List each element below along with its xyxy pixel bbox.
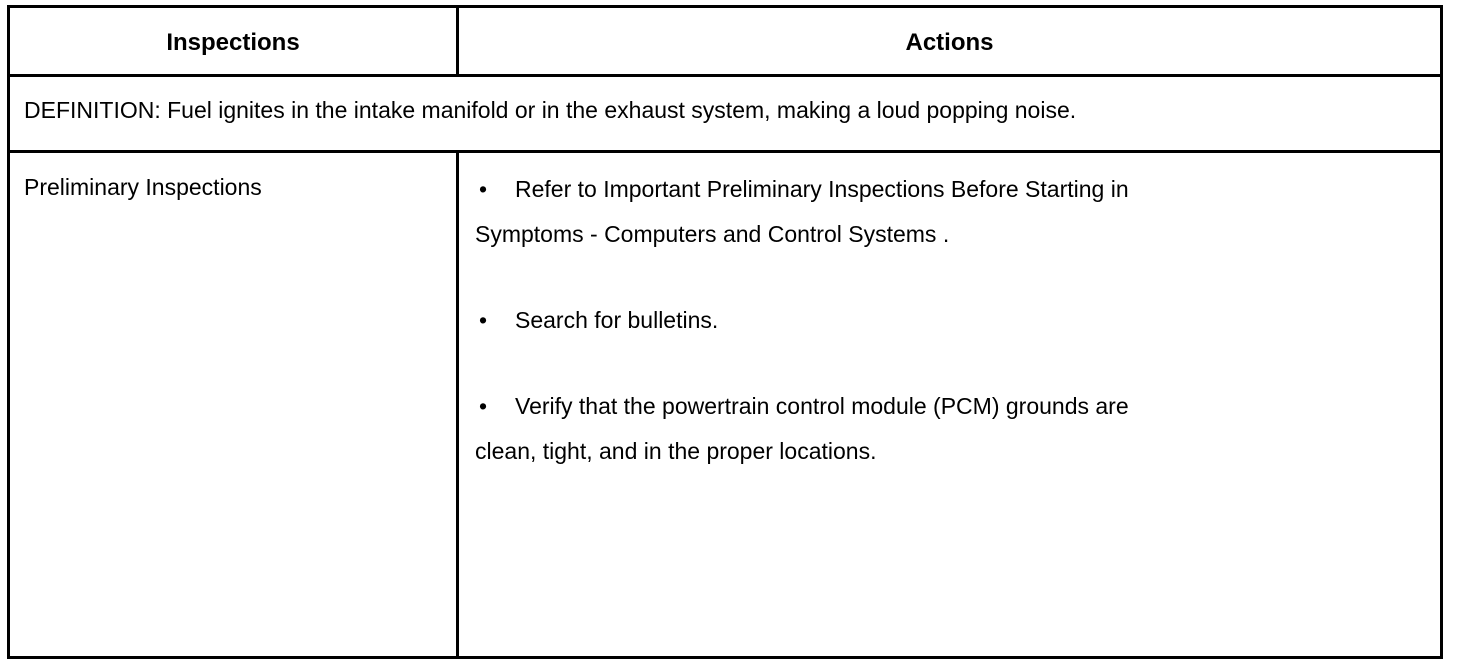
action-item-preliminary (475, 167, 1129, 257)
row-column-divider (456, 150, 459, 656)
action-line (475, 167, 1129, 212)
action-text: Search for bulletins. (515, 307, 719, 333)
bullet-icon: • (479, 393, 488, 419)
action-line (475, 384, 1129, 429)
action-line: Symptoms - Computers and Control Systems . (475, 221, 950, 247)
bullet-icon: • (479, 176, 488, 202)
header-inspections: Inspections (166, 28, 300, 56)
definition-divider (10, 150, 1440, 153)
action-line (475, 298, 718, 343)
action-text: Verify that the powertrain control module (PCM) grounds are (515, 393, 1129, 419)
inspection-table (7, 5, 1443, 659)
header-actions: Actions (905, 28, 994, 56)
action-text: Refer to Important Preliminary Inspections Before Starting in (515, 176, 1129, 202)
action-item-pcm-grounds (475, 384, 1129, 474)
bullet-icon: • (479, 307, 488, 333)
action-line: clean, tight, and in the proper locations. (475, 438, 877, 464)
inspection-label: Preliminary Inspections (24, 174, 262, 200)
action-item-bulletins (475, 298, 718, 343)
definition-text: DEFINITION: Fuel ignites in the intake manifold or in the exhaust system, making a loud popping noise. (24, 97, 1077, 123)
